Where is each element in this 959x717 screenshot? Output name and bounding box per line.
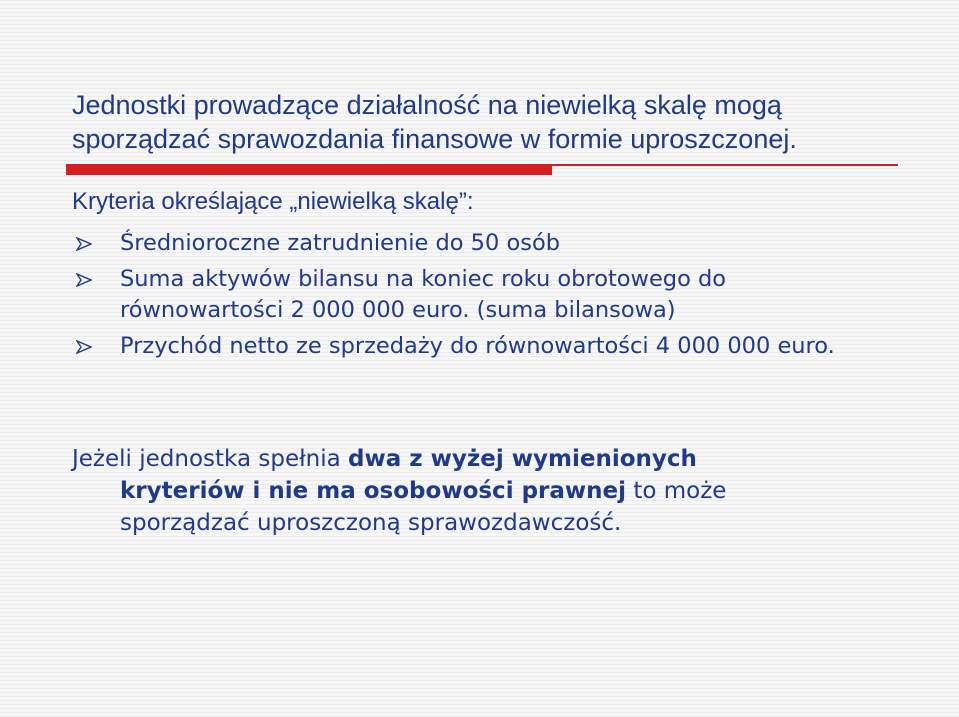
list-item: [72, 264, 872, 326]
criteria-list: [72, 228, 872, 362]
arrow-bullet-icon: [76, 340, 92, 354]
list-item: [72, 228, 872, 259]
list-item-text: Suma aktywów bilansu na koniec roku obrotowego do równowartości 2 000 000 euro. (suma bilansowa): [120, 266, 727, 323]
conclusion-line: [72, 475, 852, 507]
arrow-bullet-icon: [76, 273, 92, 287]
list-item-text: Przychód netto ze sprzedaży do równowartości 4 000 000 euro.: [120, 333, 835, 359]
conclusion-paragraph: [72, 443, 852, 539]
conclusion-text: Jeżeli jednostka spełnia: [72, 446, 348, 472]
conclusion-text: to może: [626, 478, 727, 504]
list-item-text: Średnioroczne zatrudnienie do 50 osób: [120, 230, 560, 256]
conclusion-emphasis: kryteriów i nie ma osobowości prawnej: [120, 478, 627, 504]
conclusion-line: [72, 507, 852, 539]
conclusion-text: sporządzać uproszczoną sprawozdawczość.: [120, 510, 622, 536]
conclusion-emphasis: dwa z wyżej wymienionych: [348, 446, 697, 472]
conclusion-line: [72, 443, 852, 475]
slide-title: Jednostki prowadzące działalność na niewielką skalę mogą sporządzać sprawozdania finansowe w formie uproszczonej.: [72, 90, 797, 154]
list-item: [72, 331, 872, 362]
arrow-bullet-icon: [76, 237, 92, 251]
title-underline: [66, 164, 898, 176]
title-underline-line: [552, 164, 898, 166]
criteria-heading: Kryteria określające „niewielką skalę”:: [72, 188, 474, 215]
title-underline-bar: [66, 164, 552, 175]
